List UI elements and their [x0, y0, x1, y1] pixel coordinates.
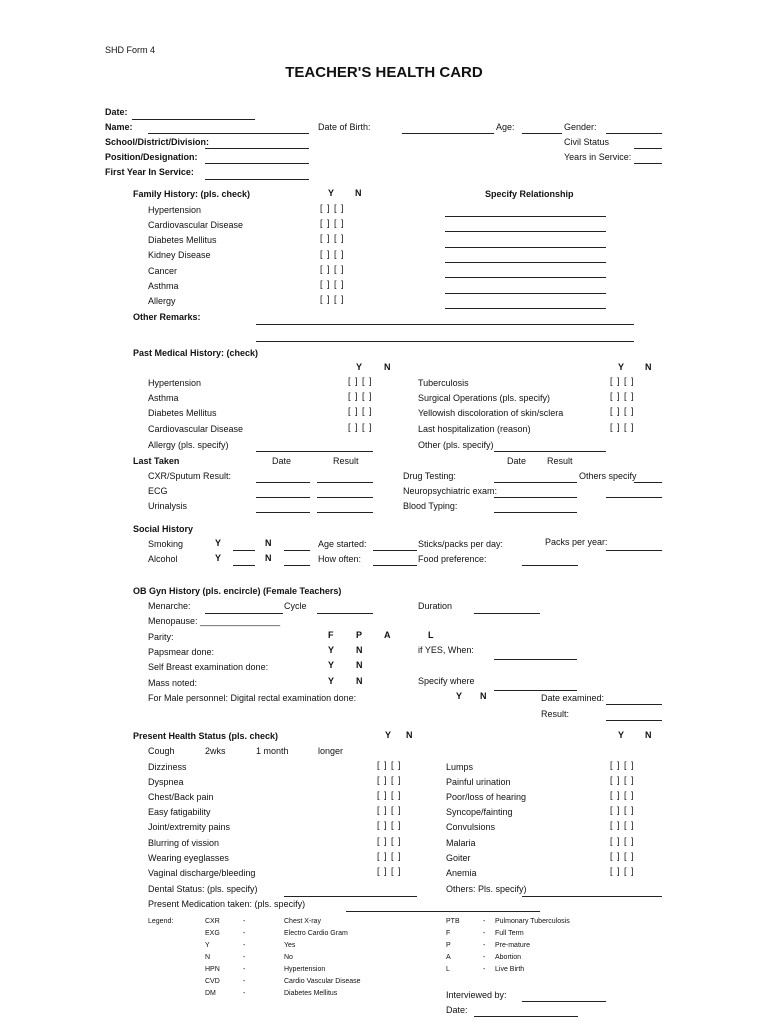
cough-1month[interactable]: 1 month: [256, 746, 289, 756]
other-remarks-label: Other Remarks:: [133, 312, 201, 322]
medication-label: Present Medication taken: (pls. specify): [148, 899, 306, 909]
symptom-item: Dyspnea: [148, 777, 184, 787]
legend-dash: -: [483, 966, 486, 973]
legend-dash: -: [243, 942, 246, 949]
alcohol-n[interactable]: N: [265, 553, 272, 563]
symptom-checkbox[interactable]: [ ] [ ]: [377, 836, 401, 846]
family-item: Cardiovascular Disease: [148, 220, 244, 230]
parity-l[interactable]: L: [428, 630, 434, 640]
legend-label: Legend:: [148, 918, 174, 925]
test-result-field[interactable]: [317, 482, 373, 483]
remarks-field[interactable]: [256, 341, 634, 342]
test-result-field[interactable]: [317, 512, 373, 513]
symptom-checkbox-right[interactable]: [ ] [ ]: [610, 820, 634, 830]
duration-label: Duration: [418, 601, 453, 611]
mass-label: Mass noted:: [148, 678, 198, 688]
symptom-checkbox-right[interactable]: [ ] [ ]: [610, 866, 634, 876]
symptom-item-right: Goiter: [446, 853, 471, 863]
last-taken-heading: Last Taken: [133, 456, 180, 466]
age-field[interactable]: [522, 133, 562, 134]
symptom-checkbox[interactable]: [ ] [ ]: [377, 760, 401, 770]
legend-meaning: Live Birth: [495, 966, 525, 973]
symptom-checkbox[interactable]: [ ] [ ]: [377, 820, 401, 830]
breast-exam-label: Self Breast examination done:: [148, 662, 269, 672]
alcohol-y[interactable]: Y: [215, 553, 222, 563]
others-specify-field[interactable]: [606, 497, 662, 498]
parity-f[interactable]: F: [328, 630, 334, 640]
cough-longer[interactable]: longer: [318, 746, 344, 756]
relationship-field[interactable]: [445, 231, 606, 232]
mass-n[interactable]: N: [356, 676, 363, 686]
present-n-header-right: N: [645, 730, 652, 740]
test-date-field[interactable]: [256, 512, 310, 513]
family-checkbox[interactable]: [ ] [ ]: [320, 264, 344, 274]
test-result-field[interactable]: [317, 497, 373, 498]
cycle-field[interactable]: [317, 613, 373, 614]
test-date-field[interactable]: [256, 482, 310, 483]
legend-code: CVD: [205, 978, 220, 985]
alcohol-label: Alcohol: [148, 554, 178, 564]
position-label: Position/Designation:: [105, 152, 198, 162]
dental-field[interactable]: [284, 896, 417, 897]
test-label: CXR/Sputum Result:: [148, 471, 232, 481]
breast-exam-y[interactable]: Y: [328, 660, 335, 670]
past-checkbox[interactable]: [ ] [ ]: [348, 376, 372, 386]
symptom-item: Dizziness: [148, 762, 187, 772]
present-y-header-right: Y: [618, 730, 625, 740]
family-checkbox[interactable]: [ ] [ ]: [320, 294, 344, 304]
form-code: SHD Form 4: [105, 45, 156, 55]
mass-y[interactable]: Y: [328, 676, 335, 686]
allergy-field[interactable]: [256, 451, 373, 452]
legend-meaning: Chest X-ray: [284, 918, 321, 925]
legend-meaning: Diabetes Mellitus: [284, 990, 338, 997]
packs-field[interactable]: [606, 550, 662, 551]
past-item: Cardiovascular Disease: [148, 424, 244, 434]
age-started-label: Age started:: [318, 539, 367, 549]
family-item: Cancer: [148, 266, 178, 276]
legend-dash: -: [243, 990, 246, 997]
past-item-right: Yellowish discoloration of skin/sclera: [418, 408, 564, 418]
civil-field[interactable]: [634, 148, 662, 149]
duration-field[interactable]: [474, 613, 540, 614]
parity-p[interactable]: P: [356, 630, 363, 640]
legend-meaning: Electro Cardio Gram: [284, 930, 348, 937]
family-checkbox[interactable]: [ ] [ ]: [320, 233, 344, 243]
relationship-field[interactable]: [445, 247, 606, 248]
symptom-checkbox-right[interactable]: [ ] [ ]: [610, 805, 634, 815]
symptom-checkbox-right[interactable]: [ ] [ ]: [610, 775, 634, 785]
past-item-right: Tuberculosis: [418, 378, 469, 388]
food-label: Food preference:: [418, 554, 487, 564]
test-date-field[interactable]: [256, 497, 310, 498]
legend-meaning: Pulmonary Tuberculosis: [495, 918, 570, 925]
past-checkbox[interactable]: [ ] [ ]: [348, 406, 372, 416]
legend-code: DM: [205, 990, 216, 997]
date-label: Date:: [105, 107, 128, 117]
past-checkbox-right[interactable]: [ ] [ ]: [610, 391, 634, 401]
legend-meaning: Hypertension: [284, 966, 326, 973]
years-label: Years in Service:: [564, 152, 632, 162]
symptom-checkbox[interactable]: [ ] [ ]: [377, 866, 401, 876]
result-header-right: Result: [547, 456, 573, 466]
how-often-label: How often:: [318, 554, 362, 564]
test-right-field[interactable]: [494, 497, 577, 498]
name-field[interactable]: [148, 133, 309, 134]
papsmear-y[interactable]: Y: [328, 645, 335, 655]
past-n-header-right: N: [645, 362, 652, 372]
male-exam-n[interactable]: N: [480, 691, 487, 701]
others-field[interactable]: [522, 896, 662, 897]
family-checkbox[interactable]: [ ] [ ]: [320, 279, 344, 289]
symptom-item: Joint/extremity pains: [148, 822, 231, 832]
past-checkbox[interactable]: [ ] [ ]: [348, 391, 372, 401]
legend-dash: -: [483, 954, 486, 961]
family-heading: Family History: (pls. check): [133, 189, 251, 199]
symptom-item-right: Anemia: [446, 868, 477, 878]
legend-meaning: Pre-mature: [495, 942, 531, 949]
family-item: Kidney Disease: [148, 250, 211, 260]
smoking-n[interactable]: N: [265, 538, 272, 548]
test-label-right: Drug Testing:: [403, 471, 456, 481]
past-y-header-right: Y: [618, 362, 625, 372]
footer-date-label: Date:: [446, 1005, 468, 1015]
present-heading: Present Health Status (pls. check): [133, 731, 279, 741]
legend-meaning: No: [284, 954, 293, 961]
allergy-label: Allergy (pls. specify): [148, 440, 229, 450]
past-n-header: N: [384, 362, 391, 372]
legend-dash: -: [483, 930, 486, 937]
others-label: Others: Pls. specify): [446, 884, 527, 894]
past-item-right: Last hospitalization (reason): [418, 424, 531, 434]
name-label: Name:: [105, 122, 133, 132]
result-header: Result: [333, 456, 359, 466]
past-item: Asthma: [148, 393, 179, 403]
date-header-right: Date: [507, 456, 527, 466]
cough-label: Cough: [148, 746, 175, 756]
symptom-item-right: Poor/loss of hearing: [446, 792, 527, 802]
relationship-field[interactable]: [445, 277, 606, 278]
food-field[interactable]: [522, 565, 578, 566]
smoking-n-field[interactable]: [284, 550, 310, 551]
result-field[interactable]: [606, 720, 662, 721]
legend-meaning: Cardio Vascular Disease: [284, 978, 361, 985]
date-field[interactable]: [132, 119, 255, 120]
if-yes-label: if YES, When:: [418, 645, 474, 655]
smoking-y[interactable]: Y: [215, 538, 222, 548]
medication-field[interactable]: [346, 911, 540, 912]
relationship-header: Specify Relationship: [485, 189, 574, 199]
if-yes-field[interactable]: [494, 659, 577, 660]
gender-field[interactable]: [606, 133, 662, 134]
family-n-header: N: [355, 188, 362, 198]
papsmear-label: Papsmear done:: [148, 647, 215, 657]
others-specify-field[interactable]: [634, 482, 662, 483]
male-exam-y[interactable]: Y: [456, 691, 463, 701]
symptom-checkbox-right[interactable]: [ ] [ ]: [610, 851, 634, 861]
cough-2wks[interactable]: 2wks: [205, 746, 226, 756]
result-label: Result:: [541, 709, 570, 719]
symptom-item-right: Malaria: [446, 838, 476, 848]
legend-code: N: [205, 954, 211, 961]
legend-meaning: Yes: [284, 942, 296, 949]
family-checkbox[interactable]: [ ] [ ]: [320, 218, 344, 228]
sticks-label: Sticks/packs per day:: [418, 539, 504, 549]
symptom-checkbox[interactable]: [ ] [ ]: [377, 805, 401, 815]
relationship-field[interactable]: [445, 293, 606, 294]
legend-meaning: Full Term: [495, 930, 524, 937]
first-year-label: First Year In Service:: [105, 167, 194, 177]
smoking-y-field[interactable]: [233, 550, 255, 551]
others-specify-label: Others specify: [579, 471, 637, 481]
date-examined-label: Date examined:: [541, 693, 605, 703]
school-label: School/District/Division:: [105, 137, 210, 147]
symptom-checkbox-right[interactable]: [ ] [ ]: [610, 836, 634, 846]
menopause-label: Menopause: ________________: [148, 616, 281, 626]
menarche-label: Menarche:: [148, 601, 191, 611]
family-item: Asthma: [148, 281, 179, 291]
legend-code: L: [446, 966, 450, 973]
symptom-item-right: Lumps: [446, 762, 474, 772]
test-label-right: Neuropsychiatric exam:: [403, 486, 498, 496]
other-field[interactable]: [494, 451, 606, 452]
past-y-header: Y: [356, 362, 363, 372]
legend-code: HPN: [205, 966, 220, 973]
past-item: Diabetes Mellitus: [148, 408, 217, 418]
specify-where-field[interactable]: [494, 690, 577, 691]
symptom-item-right: Painful urination: [446, 777, 511, 787]
interviewed-field[interactable]: [522, 1001, 606, 1002]
past-item-right: Surgical Operations (pls. specify): [418, 393, 551, 403]
social-heading: Social History: [133, 524, 194, 534]
date-examined-field[interactable]: [606, 704, 662, 705]
relationship-field[interactable]: [445, 262, 606, 263]
alcohol-y-field[interactable]: [233, 565, 255, 566]
symptom-item-right: Convulsions: [446, 822, 496, 832]
date-header: Date: [272, 456, 292, 466]
legend-code: EXG: [205, 930, 220, 937]
legend-dash: -: [243, 954, 246, 961]
legend-code: Y: [205, 942, 210, 949]
cycle-label: Cycle: [284, 601, 307, 611]
present-y-header: Y: [385, 730, 392, 740]
first-year-field[interactable]: [205, 179, 309, 180]
symptom-item: Blurring of vission: [148, 838, 220, 848]
parity-a[interactable]: A: [384, 630, 391, 640]
gender-label: Gender:: [564, 122, 597, 132]
past-checkbox-right[interactable]: [ ] [ ]: [610, 376, 634, 386]
legend-dash: -: [243, 966, 246, 973]
male-exam-label: For Male personnel: Digital rectal examination done:: [148, 693, 357, 703]
symptom-item: Chest/Back pain: [148, 792, 214, 802]
legend-code: P: [446, 942, 451, 949]
relationship-field[interactable]: [445, 216, 606, 217]
other-specify-label: Other (pls. specify): [418, 440, 494, 450]
test-label: Urinalysis: [148, 501, 188, 511]
relationship-field[interactable]: [445, 308, 606, 309]
symptom-checkbox[interactable]: [ ] [ ]: [377, 851, 401, 861]
civil-label: Civil Status: [564, 137, 610, 147]
past-checkbox-right[interactable]: [ ] [ ]: [610, 422, 634, 432]
legend-dash: -: [243, 978, 246, 985]
legend-dash: -: [483, 918, 486, 925]
legend-dash: -: [483, 942, 486, 949]
family-y-header: Y: [328, 188, 335, 198]
past-heading: Past Medical History: (check): [133, 348, 259, 358]
family-item: Diabetes Mellitus: [148, 235, 217, 245]
age-started-field[interactable]: [373, 550, 417, 551]
how-often-field[interactable]: [373, 565, 417, 566]
obgyn-heading: OB Gyn History (pls. encircle) (Female Teachers): [133, 586, 342, 596]
packs-label: Packs per year:: [545, 537, 608, 547]
symptom-item: Easy fatigability: [148, 807, 211, 817]
legend-dash: -: [243, 930, 246, 937]
past-item: Hypertension: [148, 378, 202, 388]
test-label-right: Blood Typing:: [403, 501, 458, 511]
symptom-item: Vaginal discharge/bleeding: [148, 868, 256, 878]
dental-label: Dental Status: (pls. specify): [148, 884, 258, 894]
past-checkbox-right[interactable]: [ ] [ ]: [610, 406, 634, 416]
interviewed-label: Interviewed by:: [446, 990, 507, 1000]
legend-meaning: Abortion: [495, 954, 522, 961]
test-right-field[interactable]: [494, 482, 577, 483]
age-label: Age:: [496, 122, 515, 132]
dob-field[interactable]: [402, 133, 494, 134]
years-field[interactable]: [634, 163, 662, 164]
family-item: Allergy: [148, 296, 176, 306]
alcohol-n-field[interactable]: [284, 565, 310, 566]
menarche-field[interactable]: [205, 613, 283, 614]
dob-label: Date of Birth:: [318, 122, 371, 132]
position-field[interactable]: [205, 163, 309, 164]
smoking-label: Smoking: [148, 539, 184, 549]
footer-date-field[interactable]: [474, 1016, 578, 1017]
test-label: ECG: [148, 486, 168, 496]
legend-code: F: [446, 930, 451, 937]
past-checkbox[interactable]: [ ] [ ]: [348, 422, 372, 432]
remarks-field[interactable]: [256, 324, 634, 325]
parity-label: Parity:: [148, 632, 174, 642]
legend-dash: -: [243, 918, 246, 925]
papsmear-n[interactable]: N: [356, 645, 363, 655]
form-title: TEACHER'S HEALTH CARD: [285, 64, 483, 81]
symptom-item-right: Syncope/fainting: [446, 807, 513, 817]
symptom-checkbox-right[interactable]: [ ] [ ]: [610, 760, 634, 770]
legend-code: CXR: [205, 918, 220, 925]
family-checkbox[interactable]: [ ] [ ]: [320, 203, 344, 213]
school-field[interactable]: [205, 148, 309, 149]
symptom-checkbox-right[interactable]: [ ] [ ]: [610, 790, 634, 800]
test-right-field[interactable]: [494, 512, 577, 513]
symptom-item: Wearing eyeglasses: [148, 853, 229, 863]
breast-exam-n[interactable]: N: [356, 660, 363, 670]
family-checkbox[interactable]: [ ] [ ]: [320, 249, 344, 259]
specify-where-label: Specify where: [418, 676, 475, 686]
legend-code: A: [446, 954, 451, 961]
legend-code: PTB: [446, 918, 460, 925]
present-n-header: N: [406, 730, 413, 740]
symptom-checkbox[interactable]: [ ] [ ]: [377, 775, 401, 785]
symptom-checkbox[interactable]: [ ] [ ]: [377, 790, 401, 800]
family-item: Hypertension: [148, 205, 202, 215]
